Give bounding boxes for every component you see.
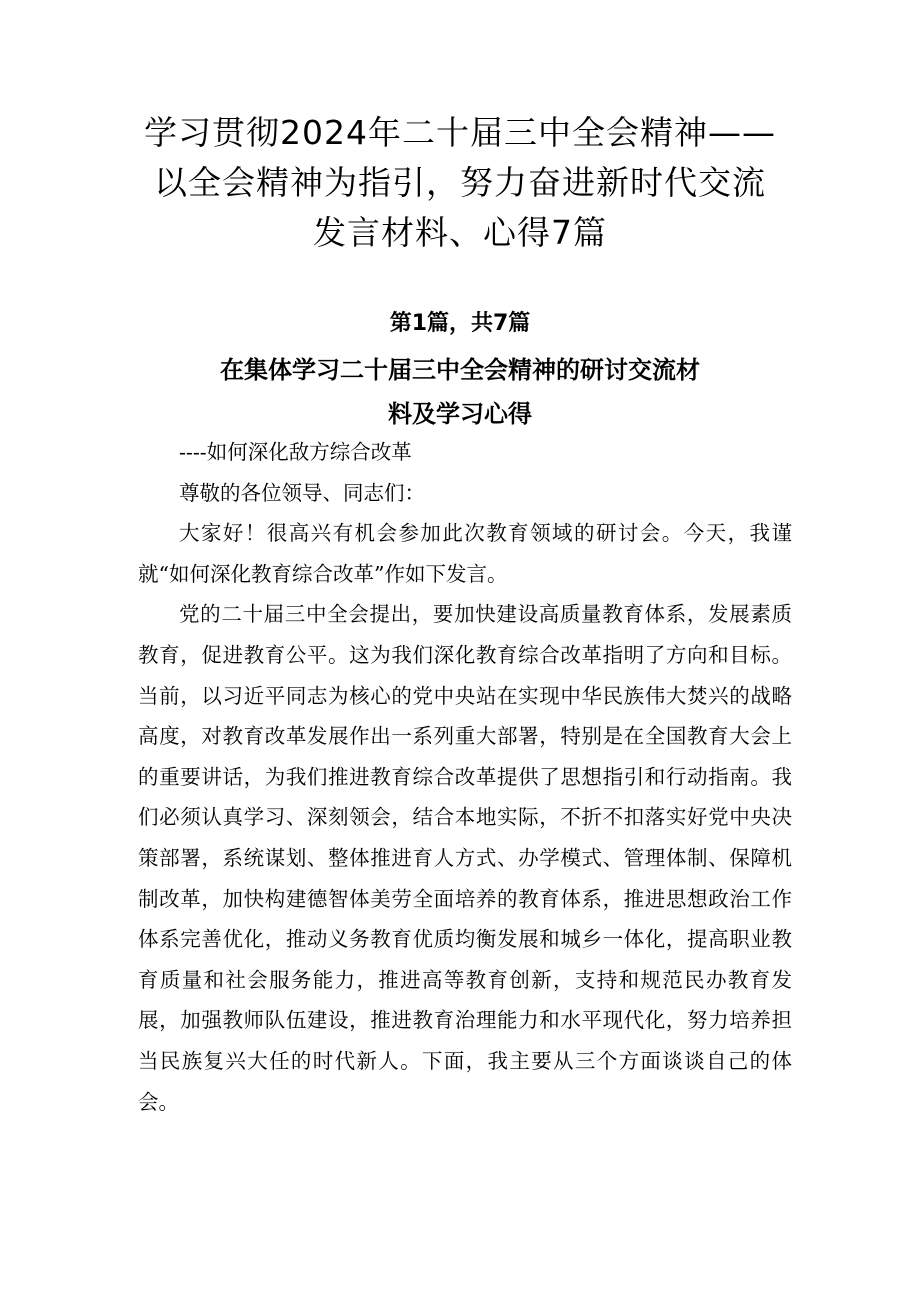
section-title bbox=[130, 348, 790, 436]
document-title-line-2: 以全会精神为指引，努力奋进新时代交流 bbox=[154, 163, 766, 202]
document-title-line-3: 发言材料、心得7篇 bbox=[313, 213, 607, 252]
part-label: 第1篇，共7篇 bbox=[389, 311, 531, 336]
section-title-line-1: 在集体学习二十届三中全会精神的研讨交流材 bbox=[220, 356, 700, 384]
section-title-line-2: 料及学习心得 bbox=[388, 400, 532, 428]
paragraph: 党的二十届三中全会提出，要加快建设高质量教育体系，发展素质教育，促进教育公平。这为我们深化教育综合改革指明了方向和目标。当前，以习近平同志为核心的党中央站在实现中华民族伟大焚兴的战略高度，对教育改革发展作出一系列重大部署，特别是在全国教育大会上的重要讲话，为我们推进教育综合改革提供了思想指引和行动指南。我们必须认真学习、深刻领会，结合本地实际，不折不扣落实好党中央决策部署，系统谋划、整体推进育人方式、办学模式、管理体制、保障机制改革，加快构建德智体美劳全面培养的教育体系，推进思想政治工作体系完善优化，推动义务教育优质均衡发展和城乡一体化，提高职业教育质量和社会服务能力，推进高等教育创新，支持和规范民办教育发展，加强教师队伍建设，推进教育治理能力和水平现代化，努力培养担当民族复兴大任的时代新人。下面，我主要从三个方面谈谈自己的体会。 bbox=[138, 602, 792, 1114]
document-title-line-1: 学习贯彻2024年二十届三中全会精神—— bbox=[144, 113, 776, 152]
document-title bbox=[100, 108, 820, 258]
body-text bbox=[138, 432, 792, 1122]
salutation: 尊敬的各位领导、同志们： bbox=[179, 480, 425, 505]
subtitle: ----如何深化敌方综合改革 bbox=[179, 440, 412, 464]
paragraph: 大家好！很高兴有机会参加此次教育领域的研讨会。今天，我谨就“如何深化教育综合改革”作如下发言。 bbox=[138, 521, 792, 586]
